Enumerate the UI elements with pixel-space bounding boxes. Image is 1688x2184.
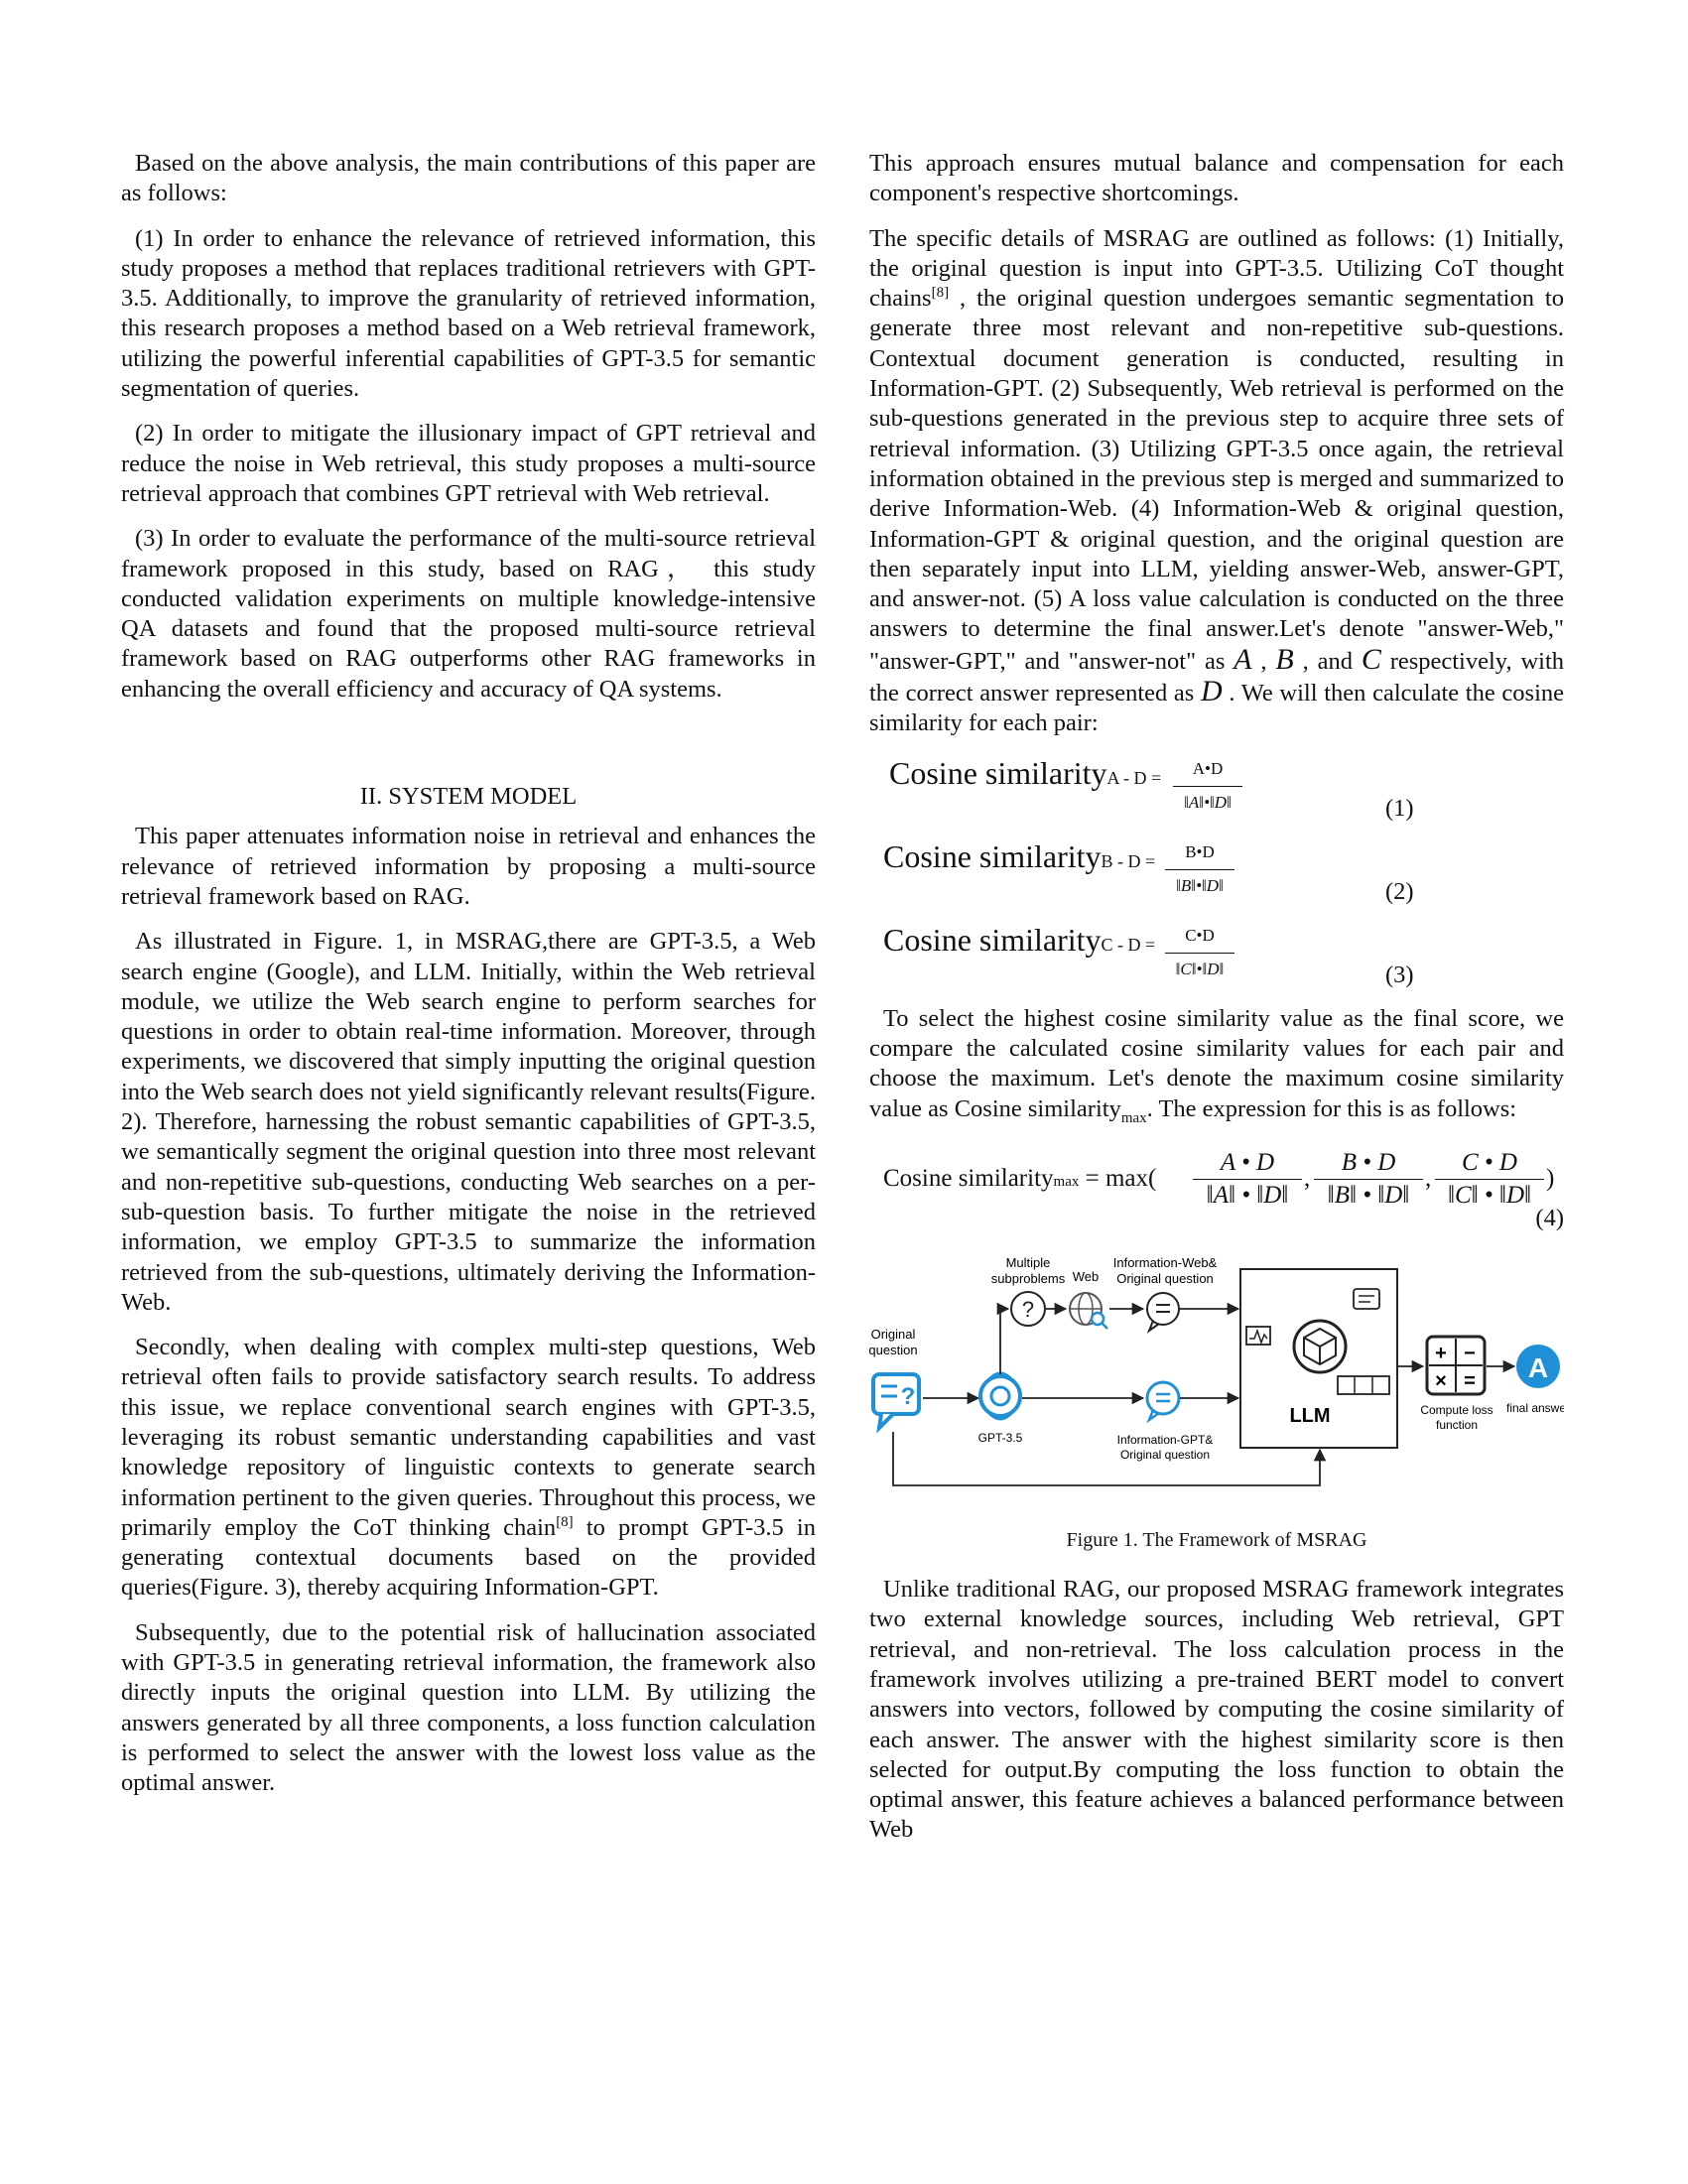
var-a: A xyxy=(1234,642,1252,676)
paragraph-contributions-intro: Based on the above analysis, the main contributions of this paper are as follows: xyxy=(121,150,816,207)
label-llm: LLM xyxy=(1289,1404,1331,1427)
text: respectively, with the correct answer represented as xyxy=(869,647,1564,707)
text: Secondly, when dealing with complex multi-step questions, Web retrieval often fails to provide satisfactory search results. To address this issue, we replace conventional search engines with GPT-3.5, leveraging its robust semantic understanding capabilities and vast knowledge repository of linguistic contexts to generate search information pertinent to the given queries. Throughout this process, we primarily employ the CoT thinking chain xyxy=(121,1334,816,1541)
svg-text:=: = xyxy=(1464,1369,1476,1392)
svg-text:×: × xyxy=(1435,1369,1447,1392)
text: , the original question undergoes semantic segmentation to generate three most relevant and non-repetitive sub-questions. Contextual document generation is conducted, resulting in Information-GPT. (2) Subsequently, Web retrieval is performed on the sub-questions generated in the previous step to acquire three sets of retrieval information. (3) Utilizing GPT-3.5 once again, the retrieval information obtained in the previous step is merged and summarized to derive Information-Web. (4) Information-Web & original question, Information-GPT & original question, and the original question are then separately input into LLM, yielding answer-Web, answer-GPT, and answer-not. (5) A loss value calculation is conducted on the three answers to determine the final answer.Let's denote "answer-Web," "answer-GPT," and "answer-not" as xyxy=(869,285,1564,675)
eq-label xyxy=(883,921,1156,960)
close-paren: ) xyxy=(1546,1164,1555,1192)
paragraph-web-retrieval: As illustrated in Figure. 1, in MSRAG,there are GPT-3.5, a Web search engine (Google), and LLM. Initially, within the Web retrieval module, we utilize the Web search engine to perform searches for questions in order to obtain real-time information. Moreover, through experiments, we discovered that simply inputting the original question into the Web search does not yield significantly relevant results(Figure. 2). Therefore, harnessing the robust semantic capabilities of GPT-3.5, we semantically segment the original question into three most relevant and non-repetitive sub-questions, conducting Web searches on a per-sub-question basis. To further mitigate the noise in the retrieved information, we employ GPT-3.5 to summarize the information retrieved from the sub-questions, ultimately deriving the Information-Web. xyxy=(121,928,816,1316)
equation-1 xyxy=(869,754,1564,837)
text: = max( xyxy=(1079,1164,1157,1192)
numerator: B•D xyxy=(1165,837,1234,870)
denominator: ‖A‖ • ‖D‖ xyxy=(1206,1182,1289,1210)
var-d: D xyxy=(1201,675,1223,708)
label-original: Original xyxy=(870,1326,916,1342)
paragraph-contribution-1: (1) In order to enhance the relevance of retrieved information, this study proposes a method that replaces traditional retrievers with GPT-3.5. Additionally, to improve the granularity of retrieved information, this research proposes a method based on a Web retrieval framework, utilizing the powerful inferential capabilities of GPT-3.5 for semantic segmentation of queries. xyxy=(121,224,816,403)
eq-fraction xyxy=(1165,921,1234,985)
comma: , xyxy=(1425,1164,1432,1192)
paragraph-msrag-details xyxy=(869,224,1564,739)
subscript-max: max xyxy=(1120,1109,1147,1126)
equation-2 xyxy=(869,837,1564,921)
label-info-web: Information-Web& xyxy=(1112,1254,1218,1270)
label-function: function xyxy=(1435,1417,1479,1432)
paragraph-contribution-3: (3) In order to evaluate the performance of the multi-source retrieval framework proposed in this study, based on RAG， this study conducted validation experiments on multiple knowledge-intensive QA datasets and found that the proposed multi-source retrieval framework based on RAG outperforms other RAG frameworks in enhancing the overall efficiency and accuracy of QA systems. xyxy=(121,525,816,703)
paragraph-msrag-integration: Unlike traditional RAG, our proposed MSRAG framework integrates two external knowledge sources, including Web retrieval, GPT retrieval, and non-retrieval. The loss calculation process in the framework involves utilizing a pre-trained BERT model to convert answers into vectors, followed by computing the cosine similarity of each answer. The answer with the highest similarity score is then selected for output.By computing the loss function to obtain the optimal answer, this feature achieves a balanced performance between Web xyxy=(869,1576,1564,1844)
paragraph-gpt-retrieval xyxy=(121,1333,816,1604)
denominator: ‖C‖•‖D‖ xyxy=(1175,959,1225,978)
svg-text:?: ? xyxy=(900,1382,916,1410)
eq-fraction xyxy=(1173,754,1242,819)
eq-label xyxy=(889,754,1162,793)
paragraph-system-model-intro: This paper attenuates information noise in retrieval and enhances the relevance of retrieved information by proposing a multi-source retrieval framework based on RAG. xyxy=(121,823,816,910)
paragraph-max-similarity xyxy=(869,1004,1564,1133)
chat-bubble-blue-icon xyxy=(1147,1382,1179,1420)
comma: , xyxy=(1304,1164,1311,1192)
text: , and xyxy=(1293,647,1362,675)
gpt-logo-icon xyxy=(980,1373,1020,1419)
label-info-gpt-2: Original question xyxy=(1119,1447,1211,1462)
equation-number: (4) xyxy=(1535,1204,1564,1231)
eq-fraction-c xyxy=(1435,1148,1544,1212)
var-b: B xyxy=(1275,642,1294,676)
framework-diagram xyxy=(869,1247,1564,1515)
text: , xyxy=(1251,647,1276,675)
label-subproblems: subproblems xyxy=(990,1270,1066,1286)
text: to prompt GPT-3.5 in generating contextual documents based on the provided queries(Figure. 3), thereby acquiring Information-GPT. xyxy=(121,1513,816,1602)
text: Cosine similarity xyxy=(883,921,1102,958)
paragraph-balance: This approach ensures mutual balance and compensation for each component's respective shortcomings. xyxy=(869,150,1564,207)
eq-subscript: A - D = xyxy=(1106,767,1162,788)
text: . We will then calculate the cosine similarity for each pair: xyxy=(869,680,1564,737)
original-question-icon xyxy=(873,1374,919,1428)
denominator: ‖C‖ • ‖D‖ xyxy=(1447,1182,1532,1210)
question-icon xyxy=(1011,1292,1045,1326)
equation-3 xyxy=(869,921,1564,1004)
text: Cosine similarity xyxy=(889,754,1107,791)
text: Cosine similarity xyxy=(883,837,1102,874)
figure-caption: Figure 1. The Framework of MSRAG xyxy=(1066,1528,1367,1551)
globe-icon xyxy=(1070,1293,1107,1329)
denominator: ‖B‖ • ‖D‖ xyxy=(1327,1182,1410,1210)
eq-fraction-a xyxy=(1193,1148,1302,1212)
citation: [8] xyxy=(931,285,950,302)
label-info-gpt: Information-GPT& xyxy=(1116,1432,1214,1447)
numerator: B • D xyxy=(1314,1148,1423,1180)
eq-fraction-b xyxy=(1314,1148,1423,1212)
numerator: A • D xyxy=(1193,1148,1302,1180)
chat-bubble-icon xyxy=(1147,1293,1179,1331)
text: To select the highest cosine similarity value as the final score, we compare the calculated cosine similarity values for each pair and choose the maximum. Let's denote the maximum cosine similarity value as Cosine similarity xyxy=(869,1004,1564,1122)
denominator: ‖B‖•‖D‖ xyxy=(1176,875,1224,895)
left-column xyxy=(121,149,816,1814)
section-heading: II. SYSTEM MODEL xyxy=(359,783,578,811)
label-question: question xyxy=(869,1342,918,1357)
eq-label xyxy=(883,837,1156,876)
eq-lead xyxy=(883,1164,1156,1197)
var-c: C xyxy=(1361,642,1381,676)
numerator: A•D xyxy=(1173,754,1242,787)
label-final-answer: final answer xyxy=(1505,1400,1564,1415)
text: The specific details of MSRAG are outlined as follows: (1) Initially, the original question is input into GPT-3.5. Utilizing CoT thought chains xyxy=(869,224,1564,313)
text: . The expression for this is as follows: xyxy=(1146,1094,1517,1122)
framework-figure xyxy=(869,1247,1564,1515)
svg-text:?: ? xyxy=(1021,1296,1035,1322)
final-answer-letter: A xyxy=(1527,1351,1549,1383)
equation-number: (2) xyxy=(1385,877,1414,905)
equation-4 xyxy=(869,1148,1564,1239)
label-compute-loss: Compute loss xyxy=(1420,1402,1493,1417)
final-answer-icon xyxy=(1516,1345,1560,1388)
label-info-web-2: Original question xyxy=(1116,1270,1214,1286)
eq-subscript: B - D = xyxy=(1101,850,1156,871)
label-web: Web xyxy=(1072,1268,1100,1284)
label-gpt: GPT-3.5 xyxy=(977,1430,1023,1445)
eq-fraction xyxy=(1165,837,1234,902)
right-column xyxy=(869,149,1564,1861)
denominator: ‖A‖•‖D‖ xyxy=(1184,792,1232,812)
calculator-icon xyxy=(1427,1337,1485,1394)
paragraph-contribution-2: (2) In order to mitigate the illusionary impact of GPT retrieval and reduce the noise in Web retrieval, this study proposes a multi-source retrieval approach that combines GPT retrieval with Web retrieval. xyxy=(121,420,816,507)
paragraph-direct-llm: Subsequently, due to the potential risk of hallucination associated with GPT-3.5 in generating retrieval information, the framework also directly inputs the original question into LLM. By utilizing the answers generated by all three components, a loss function calculation is performed to select the answer with the lowest loss value as the optimal answer. xyxy=(121,1618,816,1797)
numerator: C • D xyxy=(1435,1148,1544,1180)
citation: [8] xyxy=(556,1513,574,1530)
equation-number: (3) xyxy=(1385,961,1414,988)
equation-number: (1) xyxy=(1385,794,1414,822)
svg-text:+: + xyxy=(1435,1342,1447,1364)
eq-subscript: C - D = xyxy=(1101,934,1156,955)
svg-text:−: − xyxy=(1464,1342,1476,1364)
eq-subscript: max xyxy=(1053,1173,1080,1190)
label-multiple: Multiple xyxy=(1005,1254,1051,1270)
text: Cosine similarity xyxy=(883,1164,1054,1192)
llm-box xyxy=(1240,1269,1397,1448)
numerator: C•D xyxy=(1165,921,1234,954)
